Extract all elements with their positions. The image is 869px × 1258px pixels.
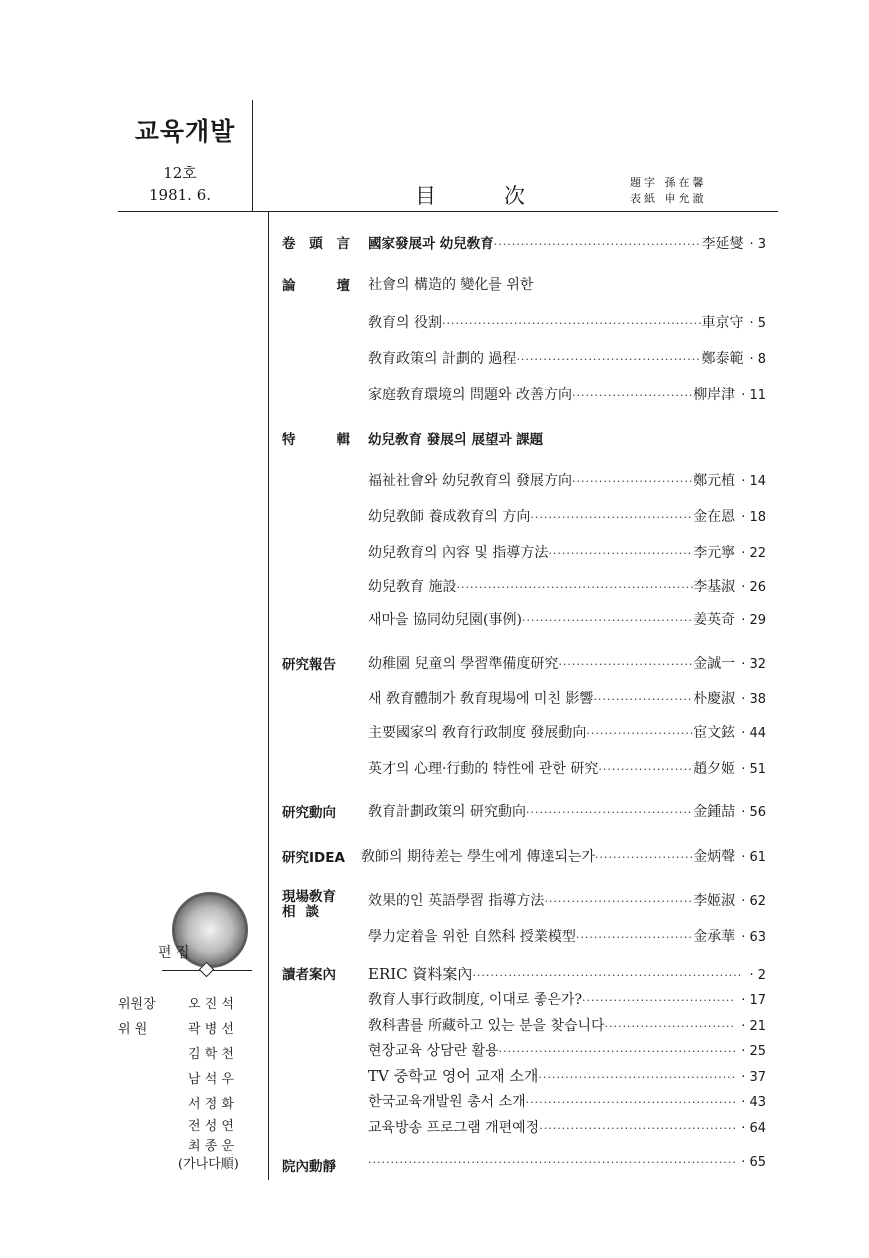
entry-title: 敎育政策의 計劃的 過程 bbox=[368, 351, 517, 367]
entry-title: 國家發展과 幼兒敎育 bbox=[368, 236, 494, 252]
section-label: 研究報告 bbox=[282, 657, 336, 673]
entry-title: 家庭敎育環境의 問題와 改善方向 bbox=[368, 387, 572, 403]
entry-author: 金炳聲 bbox=[693, 849, 736, 865]
entry-page: · 8 bbox=[749, 352, 766, 367]
toc-entry[interactable] bbox=[368, 890, 766, 910]
toc-heading-char-2: 次 bbox=[504, 184, 525, 208]
entry-page: · 11 bbox=[741, 388, 766, 403]
leader-dots bbox=[456, 581, 693, 594]
member-name: 서 정 화 bbox=[188, 1097, 234, 1112]
toc-entry[interactable] bbox=[368, 232, 766, 253]
entry-page: · 18 bbox=[741, 510, 766, 525]
entry-page: · 61 bbox=[741, 850, 766, 865]
entry-page: · 43 bbox=[741, 1095, 766, 1110]
leader-dots bbox=[538, 1071, 735, 1084]
issue-date: 1981. 6. bbox=[148, 186, 212, 204]
leader-dots bbox=[605, 1020, 736, 1033]
member-name: 곽 병 선 bbox=[188, 1022, 234, 1037]
entry-page: · 2 bbox=[749, 968, 766, 983]
leader-dots bbox=[526, 1096, 736, 1109]
section-text: 相談 bbox=[282, 904, 329, 920]
section-label: 研究動向 bbox=[282, 805, 336, 821]
issue-number: 12호 bbox=[163, 164, 197, 182]
entry-page: · 5 bbox=[749, 316, 766, 331]
toc-entry[interactable] bbox=[368, 758, 766, 778]
leader-dots bbox=[582, 994, 735, 1007]
section-char: 言 bbox=[336, 236, 350, 252]
section-label bbox=[282, 232, 350, 252]
entry-page: · 51 bbox=[741, 762, 766, 777]
toc-entry[interactable] bbox=[368, 384, 766, 404]
entry-title: 幼兒敎育 施設 bbox=[368, 579, 457, 595]
entry-page: · 44 bbox=[741, 726, 766, 741]
toc-entry[interactable] bbox=[368, 989, 766, 1009]
editorial-member bbox=[118, 1018, 263, 1037]
toc-entry[interactable] bbox=[368, 470, 766, 490]
section-label bbox=[282, 428, 350, 448]
magazine-logo: 교육개발 bbox=[134, 117, 236, 146]
entry-title: 效果的인 英語學習 指導方法 bbox=[368, 893, 545, 909]
entry-title: 敎育의 役割 bbox=[368, 315, 442, 331]
leader-dots bbox=[522, 614, 693, 627]
calligraphy-credit: 題字 孫在馨 bbox=[630, 176, 707, 189]
leader-dots bbox=[595, 851, 693, 864]
leader-dots bbox=[442, 317, 701, 330]
section-label: 研究IDEA bbox=[282, 850, 345, 866]
entry-author: 李延燮 bbox=[701, 236, 744, 252]
entry-title: 學力定着을 위한 自然科 授業模型 bbox=[368, 929, 576, 945]
section-subtitle: 幼兒敎育 發展의 展望과 課題 bbox=[368, 432, 544, 448]
leader-dots bbox=[539, 1122, 735, 1135]
entry-page: · 32 bbox=[741, 657, 766, 672]
editorial-member bbox=[118, 1068, 263, 1087]
toc-entry[interactable] bbox=[368, 506, 766, 526]
leader-dots bbox=[572, 389, 693, 402]
entry-title: 敎科書를 所藏하고 있는 분을 찾습니다 bbox=[368, 1018, 605, 1034]
leader-dots bbox=[572, 475, 693, 488]
entry-title: 새마을 協同幼兒園(事例) bbox=[368, 612, 522, 628]
leader-dots bbox=[499, 1045, 736, 1058]
toc-entry[interactable] bbox=[368, 542, 766, 562]
toc-left-rule bbox=[268, 212, 269, 1180]
section-char: 卷 bbox=[282, 236, 296, 252]
toc-entry[interactable] bbox=[368, 653, 766, 673]
entry-title: 敎師의 期待差는 學生에게 傳達되는가 bbox=[361, 849, 596, 865]
entry-title: 敎育計劃政策의 研究動向 bbox=[368, 804, 526, 820]
entry-title: 교육방송 프로그램 개편예정 bbox=[368, 1120, 540, 1136]
editorial-member bbox=[118, 1043, 263, 1062]
entry-page: · 64 bbox=[741, 1121, 766, 1136]
leader-dots bbox=[368, 1156, 735, 1169]
leader-dots bbox=[494, 238, 702, 251]
entry-author: 朴慶淑 bbox=[693, 691, 736, 707]
leader-dots bbox=[526, 806, 693, 819]
leader-dots bbox=[576, 931, 693, 944]
entry-page: · 3 bbox=[749, 237, 766, 252]
toc-entry[interactable] bbox=[368, 963, 766, 984]
toc-entry[interactable] bbox=[368, 722, 766, 742]
entry-page: · 26 bbox=[741, 580, 766, 595]
entry-title: 새 敎育體制가 敎育現場에 미친 影響 bbox=[368, 691, 594, 707]
section-text: 輯 bbox=[336, 432, 350, 448]
entry-author: 李姬淑 bbox=[693, 893, 736, 909]
entry-author: 金在恩 bbox=[693, 509, 736, 525]
section-text: 特 bbox=[282, 432, 296, 448]
member-name: 남 석 우 bbox=[188, 1072, 234, 1087]
entry-author: 宦文鉉 bbox=[693, 725, 736, 741]
leader-dots bbox=[598, 763, 693, 776]
entry-author: 柳岸津 bbox=[693, 387, 736, 403]
toc-entry[interactable] bbox=[361, 846, 766, 866]
toc-entry[interactable] bbox=[368, 312, 766, 332]
header-rule bbox=[118, 211, 778, 212]
entry-author: 姜英奇 bbox=[693, 612, 736, 628]
leader-dots bbox=[516, 353, 701, 366]
entry-page: · 38 bbox=[741, 692, 766, 707]
section-label bbox=[282, 274, 350, 294]
toc-entry[interactable] bbox=[368, 1040, 766, 1060]
issue-info bbox=[120, 162, 240, 206]
toc-entry[interactable] bbox=[368, 576, 766, 596]
toc-entry[interactable] bbox=[368, 1091, 766, 1111]
cover-credit: 表紙 申允澈 bbox=[630, 192, 707, 205]
toc-entry[interactable] bbox=[368, 926, 766, 946]
section-text: 壇 bbox=[336, 278, 350, 294]
section-label bbox=[282, 890, 354, 920]
entry-title: 主要國家의 敎育行政制度 發展動向 bbox=[368, 725, 587, 741]
entry-title: 한국교육개발원 총서 소개 bbox=[368, 1094, 526, 1110]
section-subtitle: 社會의 構造的 變化를 위한 bbox=[368, 277, 534, 293]
leader-dots bbox=[530, 511, 693, 524]
entry-page: · 56 bbox=[741, 805, 766, 820]
entry-author: 鄭元植 bbox=[693, 473, 736, 489]
order-note: (가나다順) bbox=[178, 1157, 239, 1172]
entry-title: TV 중학교 영어 교재 소개 bbox=[368, 1067, 539, 1085]
entry-page: · 65 bbox=[741, 1155, 766, 1170]
entry-page: · 21 bbox=[741, 1019, 766, 1034]
leader-dots bbox=[558, 658, 693, 671]
member-name: 김 학 천 bbox=[188, 1047, 234, 1062]
entry-author: 金鍾喆 bbox=[693, 804, 736, 820]
entry-author: 李基淑 bbox=[693, 579, 736, 595]
entry-title: 英才의 心理·行動的 特性에 관한 研究 bbox=[368, 761, 599, 777]
entry-author: 鄭泰範 bbox=[701, 351, 744, 367]
entry-page: · 63 bbox=[741, 930, 766, 945]
editorial-member bbox=[118, 1135, 263, 1154]
entry-page: · 22 bbox=[741, 546, 766, 561]
editorial-member bbox=[118, 1093, 263, 1112]
entry-title: 福祉社會와 幼兒敎育의 發展方向 bbox=[368, 473, 572, 489]
leader-dots bbox=[548, 547, 693, 560]
member-name: 전 성 연 bbox=[188, 1119, 234, 1134]
entry-page: · 17 bbox=[741, 993, 766, 1008]
entry-page: · 62 bbox=[741, 894, 766, 909]
entry-page: · 37 bbox=[741, 1070, 766, 1085]
entry-title: 幼兒敎師 養成敎育의 方向 bbox=[368, 509, 531, 525]
entry-author: 金誠一 bbox=[693, 656, 736, 672]
entry-author: 李元寧 bbox=[693, 545, 736, 561]
member-name: 최 종 운 bbox=[188, 1139, 234, 1154]
toc-entry[interactable] bbox=[368, 1155, 766, 1170]
entry-page: · 29 bbox=[741, 613, 766, 628]
section-label: 院內動靜 bbox=[282, 1159, 336, 1175]
role-label: 위원장 bbox=[118, 997, 156, 1012]
editorial-chief bbox=[118, 993, 263, 1012]
entry-author: 趙夕姬 bbox=[693, 761, 736, 777]
toc-entry[interactable] bbox=[368, 801, 766, 821]
member-name: 오 진 석 bbox=[188, 997, 234, 1012]
cover-credits bbox=[630, 175, 707, 207]
toc-heading-char-1: 目 bbox=[415, 184, 436, 208]
entry-page: · 25 bbox=[741, 1044, 766, 1059]
toc-entry[interactable] bbox=[368, 609, 766, 629]
toc-entry[interactable] bbox=[368, 348, 766, 368]
toc-heading bbox=[415, 180, 525, 210]
entry-title: ERIC 資料案內 bbox=[368, 965, 473, 983]
toc-entry[interactable] bbox=[368, 1015, 766, 1035]
leader-dots bbox=[544, 895, 693, 908]
editorial-label: 편 집 bbox=[158, 945, 190, 961]
entry-author: 車京守 bbox=[701, 315, 744, 331]
section-text: 論 bbox=[282, 278, 296, 294]
toc-entry[interactable] bbox=[368, 688, 766, 708]
entry-author: 金承華 bbox=[693, 929, 736, 945]
entry-title: 현장교육 상담란 활용 bbox=[368, 1043, 499, 1059]
entry-title: 幼兒敎育의 內容 및 指導方法 bbox=[368, 545, 549, 561]
section-label: 讀者案內 bbox=[282, 967, 336, 983]
section-text: 現場敎育 bbox=[282, 889, 336, 905]
entry-title: 幼稚園 兒童의 學習準備度研究 bbox=[368, 656, 559, 672]
editorial-member bbox=[118, 1115, 263, 1134]
section-char: 頭 bbox=[309, 236, 323, 252]
toc-entry[interactable] bbox=[368, 1117, 766, 1137]
leader-dots bbox=[586, 727, 693, 740]
role-label: 위 원 bbox=[118, 1022, 148, 1037]
toc-entry[interactable] bbox=[368, 1065, 766, 1086]
entry-title: 敎育人事行政制度, 이대로 좋은가? bbox=[368, 992, 582, 1008]
masthead-divider bbox=[252, 100, 253, 212]
leader-dots bbox=[593, 693, 693, 706]
entry-page: · 14 bbox=[741, 474, 766, 489]
leader-dots bbox=[472, 969, 743, 982]
